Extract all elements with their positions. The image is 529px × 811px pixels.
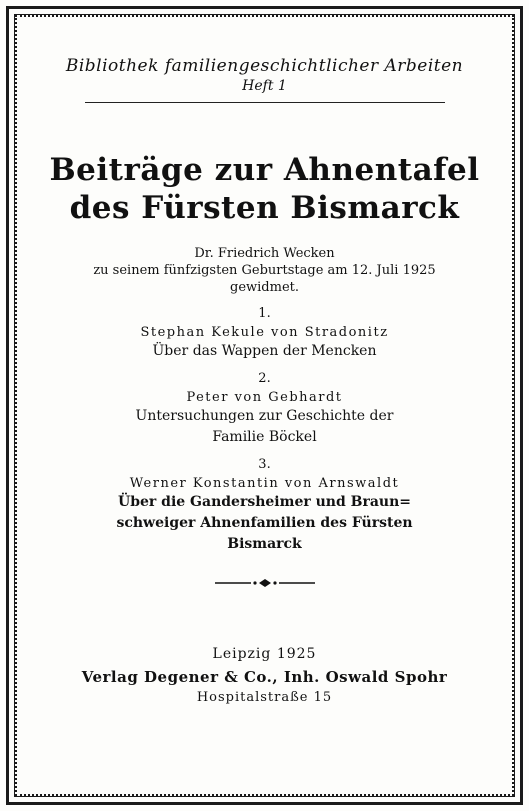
dedication-line-2: zu seinem fünfzigsten Geburtstage am 12. Juli 1925 [93,263,436,278]
contribution-author: Werner Konstantin von Arnswaldt [129,476,400,491]
imprint-place-year: Leipzig 1925 [212,646,317,662]
ornament-divider [26,578,503,588]
contribution-title-line: Über die Gandersheimer und Braun= [118,494,411,510]
book-title [26,151,503,227]
imprint-publisher: Verlag Degener & Co., Inh. Oswald Spohr [81,668,448,686]
book-title-line-1: Beiträge zur Ahnentafel [49,152,480,188]
book-title-line-2: des Fürsten Bismarck [69,190,460,226]
contribution-3 [26,457,503,554]
page-content [26,26,503,785]
header-rule [85,102,445,103]
contribution-title-line: Über das Wappen der Mencken [152,343,377,359]
contribution-1 [26,306,503,361]
dedication-line-1: Dr. Friedrich Wecken [194,246,335,261]
contribution-author: Peter von Gebhardt [186,390,343,405]
contribution-title-line: Bismarck [227,536,302,552]
contribution-number: 2. [258,371,271,386]
contribution-number: 1. [258,306,271,321]
contribution-title-line: schweiger Ahnenfamilien des Fürsten [116,515,413,531]
series-title: Bibliothek familiengeschichtlicher Arbeiten [65,56,464,76]
ornament-icon [215,578,315,588]
dedication-line-3: gewidmet. [230,280,299,295]
contribution-title-line: Familie Böckel [212,429,317,445]
imprint-address: Hospitalstraße 15 [196,690,333,705]
contribution-number: 3. [258,457,271,472]
contribution-author: Stephan Kekule von Stradonitz [140,325,389,340]
dedication [26,245,503,296]
issue-number: Heft 1 [242,78,287,94]
contribution-2 [26,371,503,447]
contribution-title-line: Untersuchungen zur Geschichte der [135,408,394,424]
